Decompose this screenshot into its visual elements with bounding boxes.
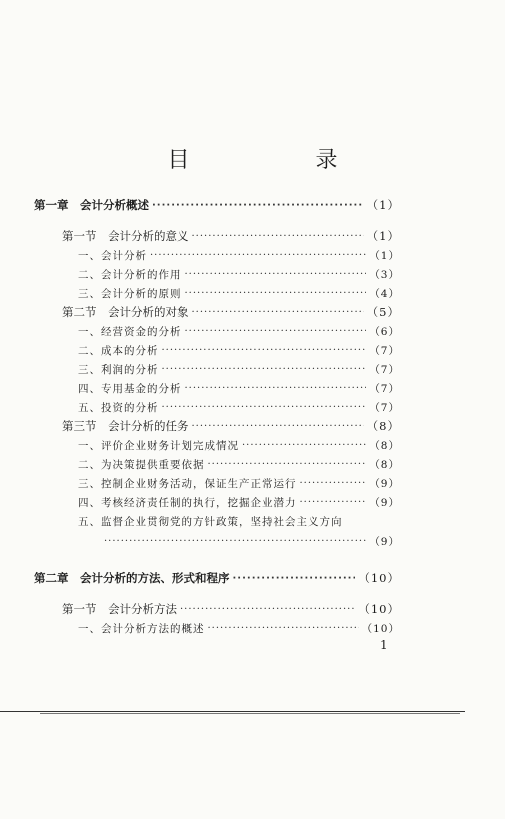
leader-dots	[152, 200, 364, 211]
leader-dots	[150, 250, 366, 261]
toc-entry-label: 三、利润的分析	[78, 363, 159, 376]
toc-entry-label: 第一章 会计分析概述	[34, 198, 149, 212]
leader-dots	[185, 288, 367, 299]
toc-entry	[78, 265, 400, 283]
leader-dots	[208, 623, 359, 634]
toc-entry-label: 五、投资的分析	[78, 401, 159, 414]
toc-entry-page: （9）	[369, 496, 400, 509]
toc-entry-page: （7）	[369, 382, 400, 395]
leader-dots	[185, 326, 367, 337]
toc-entry-label: 一、会计分析方法的概述	[78, 622, 205, 635]
toc-entry-page: （1）	[366, 198, 400, 212]
toc-entry-page: （8）	[369, 439, 400, 452]
toc-entry-page: （8）	[369, 458, 400, 471]
toc-entry-page: （10）	[358, 602, 400, 616]
toc-entry-continuation	[104, 532, 400, 550]
toc-entry	[78, 322, 400, 340]
toc-entry-label: 二、为决策提供重要依据	[78, 458, 205, 471]
toc-entry-page: （4）	[369, 287, 400, 300]
bottom-rule-secondary	[40, 713, 460, 714]
toc-entry-page: （10）	[358, 571, 400, 585]
toc-entry-page: （1）	[366, 229, 400, 243]
toc-entry-label: 四、专用基金的分析	[78, 382, 182, 395]
toc-entry	[78, 493, 400, 511]
toc-entry-label: 一、评价企业财务计划完成情况	[78, 439, 239, 452]
toc-entry-page: （3）	[369, 268, 400, 281]
toc-entry	[62, 600, 400, 618]
leader-dots	[185, 383, 367, 394]
leader-dots	[208, 459, 367, 470]
toc-entry-label: 四、考核经济责任制的执行，挖掘企业潜力	[78, 496, 297, 509]
leader-dots	[104, 536, 366, 547]
toc-entry-page: （1）	[369, 249, 400, 262]
toc-entry-label: 第三节 会计分析的任务	[62, 419, 189, 433]
leader-dots	[180, 604, 355, 615]
toc-entry-page: （7）	[369, 363, 400, 376]
toc-entry-page: （6）	[369, 325, 400, 338]
toc-entry-label: 三、控制企业财务活动，保证生产正常运行	[78, 477, 297, 490]
toc-entry	[62, 303, 400, 321]
toc-entry	[78, 398, 400, 416]
toc-entry-page: （7）	[369, 401, 400, 414]
toc-entry-label: 第一节 会计分析方法	[62, 602, 177, 616]
toc-entry-label: 第二章 会计分析的方法、形式和程序	[34, 571, 230, 585]
toc-entry-label: 一、会计分析	[78, 249, 147, 262]
toc-entry-label: 五、监督企业贯彻党的方针政策，坚持社会主义方向	[78, 515, 343, 528]
toc-entry	[62, 227, 400, 245]
leader-dots	[300, 497, 367, 508]
toc-entry	[78, 512, 400, 530]
toc-entry-page: （8）	[366, 419, 400, 433]
toc-entry	[78, 436, 400, 454]
toc-entry-page: （5）	[366, 305, 400, 319]
toc-entry-page: （10）	[361, 622, 400, 635]
leader-dots	[242, 440, 366, 451]
leader-dots	[192, 421, 364, 432]
toc-entry-label: 二、成本的分析	[78, 344, 159, 357]
bottom-rule	[0, 711, 465, 712]
leader-dots	[185, 269, 367, 280]
leader-dots	[162, 364, 367, 375]
page-title: 目 录	[167, 148, 390, 173]
toc-entry-label: 第一节 会计分析的意义	[62, 229, 189, 243]
toc-entry-page: （9）	[369, 477, 400, 490]
toc-entry-page: （7）	[369, 344, 400, 357]
toc-entry	[78, 284, 400, 302]
toc-entry-page: （9）	[369, 535, 400, 548]
toc-entry	[62, 417, 400, 435]
toc-entry-label: 一、经营资金的分析	[78, 325, 182, 338]
toc-entry	[34, 196, 400, 214]
toc-entry	[78, 474, 400, 492]
toc-entry-label: 二、会计分析的作用	[78, 268, 182, 281]
toc-entry	[78, 379, 400, 397]
leader-dots	[162, 345, 367, 356]
toc-entry	[78, 246, 400, 264]
leader-dots	[192, 307, 364, 318]
toc-entry-label: 第二节 会计分析的对象	[62, 305, 189, 319]
toc-entry	[78, 455, 400, 473]
leader-dots	[300, 478, 367, 489]
toc-entry-label: 三、会计分析的原则	[78, 287, 182, 300]
toc-entry	[78, 360, 400, 378]
toc-entry	[78, 341, 400, 359]
leader-dots	[233, 573, 356, 584]
page-number: 1	[380, 638, 388, 652]
toc-entry	[78, 619, 400, 637]
leader-dots	[192, 231, 364, 242]
leader-dots	[162, 402, 367, 413]
toc-entry	[34, 569, 400, 587]
